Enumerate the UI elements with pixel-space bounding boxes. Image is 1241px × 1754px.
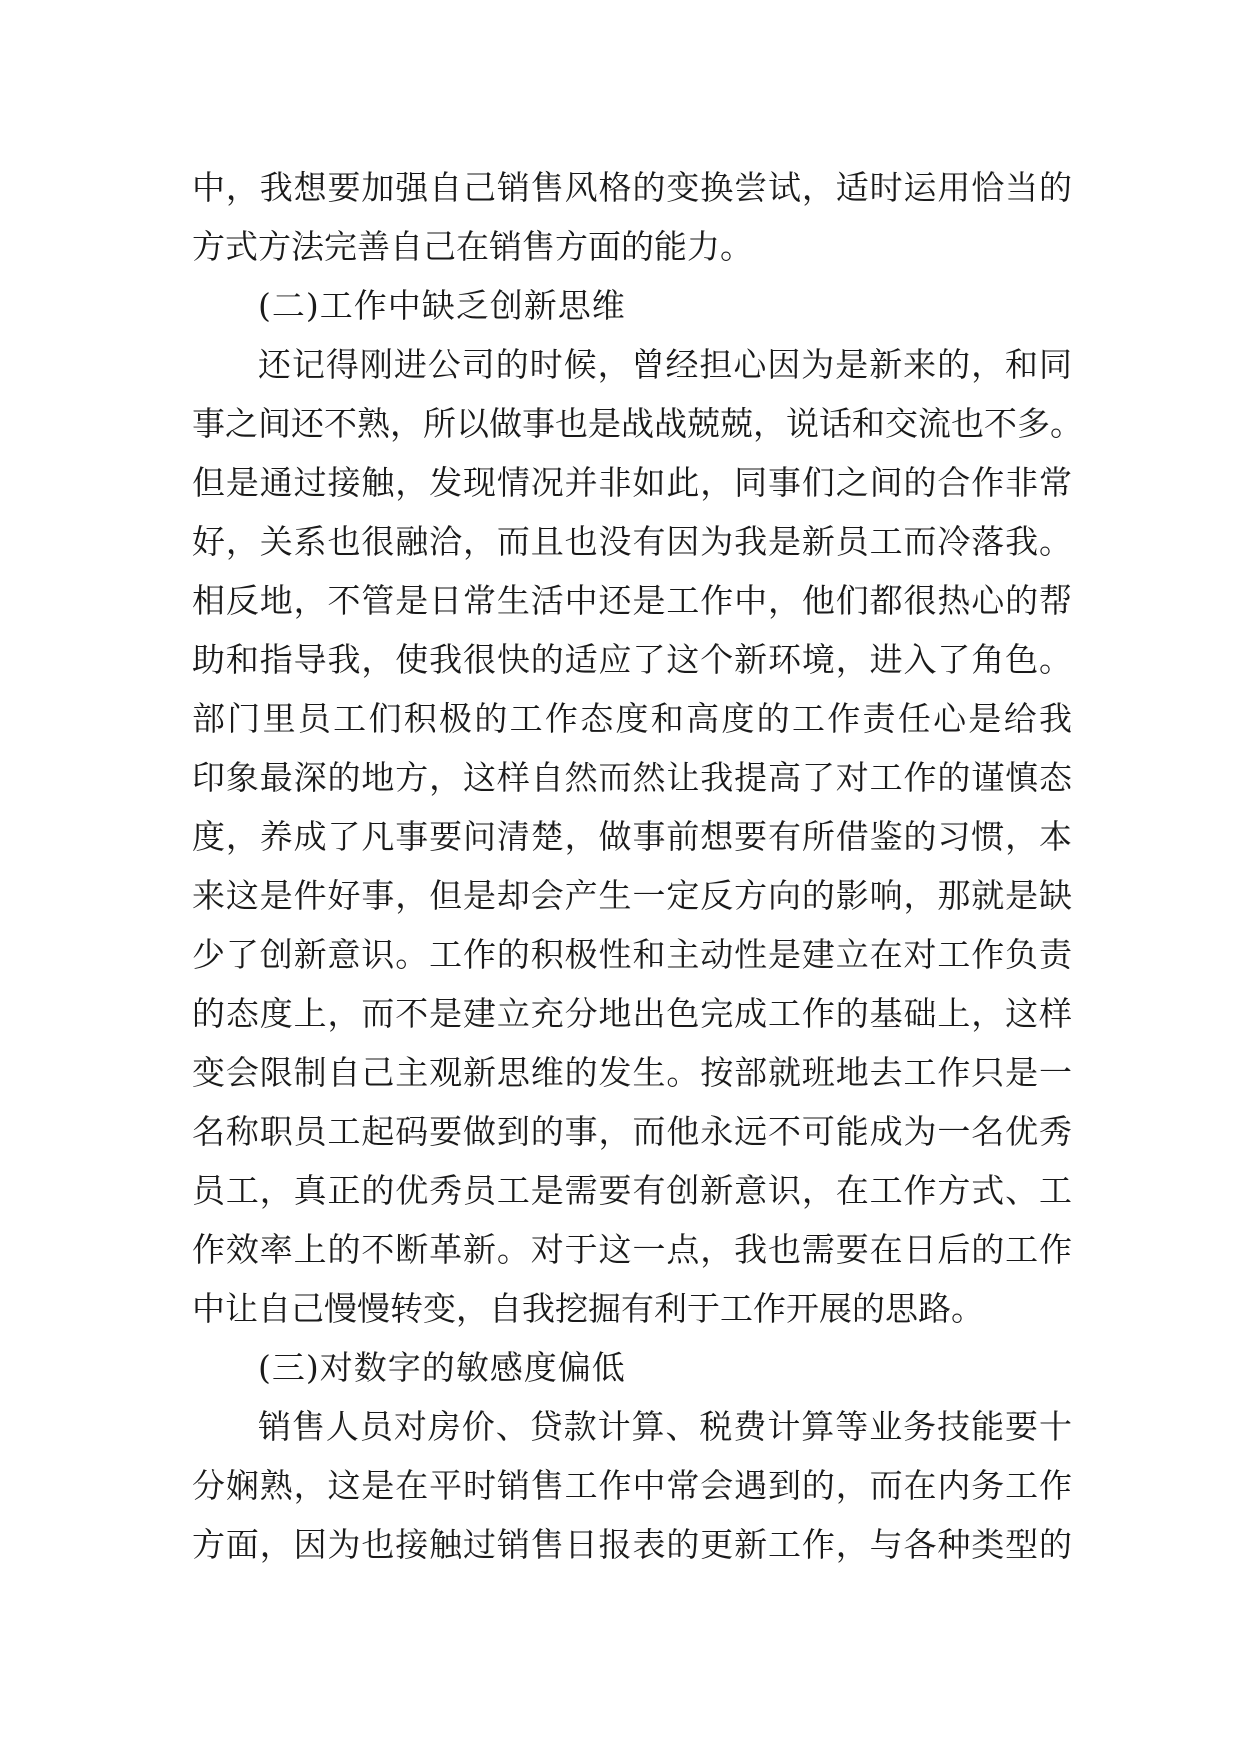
section-heading: (二)工作中缺乏创新思维 (258, 286, 626, 325)
text-line: 少了创新意识。工作的积极性和主动性是建立在对工作负责 (192, 935, 1072, 974)
text-line: 方面，因为也接触过销售日报表的更新工作，与各种类型的 (192, 1525, 1072, 1564)
text-line: 分娴熟，这是在平时销售工作中常会遇到的，而在内务工作 (192, 1466, 1072, 1505)
text-line: 印象最深的地方，这样自然而然让我提高了对工作的谨慎态 (192, 758, 1072, 797)
text-line: 度，养成了凡事要问清楚，做事前想要有所借鉴的习惯，本 (192, 817, 1072, 856)
text-line: 方式方法完善自己在销售方面的能力。 (192, 227, 753, 266)
text-line: 的态度上，而不是建立充分地出色完成工作的基础上，这样 (192, 994, 1072, 1033)
text-line: 中，我想要加强自己销售风格的变换尝试，适时运用恰当的 (192, 168, 1072, 207)
text-line: 销售人员对房价、贷款计算、税费计算等业务技能要十 (258, 1407, 1072, 1446)
text-line: 变会限制自己主观新思维的发生。按部就班地去工作只是一 (192, 1053, 1072, 1092)
body-text (192, 158, 1083, 1574)
text-line: 员工，真正的优秀员工是需要有创新意识，在工作方式、工 (192, 1171, 1072, 1210)
text-line: 中让自己慢慢转变，自我挖掘有利于工作开展的思路。 (192, 1289, 984, 1328)
text-line: 助和指导我，使我很快的适应了这个新环境，进入了角色。 (192, 640, 1072, 679)
text-line: 但是通过接触，发现情况并非如此，同事们之间的合作非常 (192, 463, 1072, 502)
text-line: 还记得刚进公司的时候，曾经担心因为是新来的，和同 (258, 345, 1072, 384)
text-line: 好，关系也很融洽，而且也没有因为我是新员工而冷落我。 (192, 522, 1072, 561)
text-line: 部门里员工们积极的工作态度和高度的工作责任心是给我 (192, 699, 1072, 738)
text-line: 作效率上的不断革新。对于这一点，我也需要在日后的工作 (192, 1230, 1072, 1269)
text-line: 事之间还不熟，所以做事也是战战兢兢，说话和交流也不多。 (192, 404, 1083, 443)
text-line: 相反地，不管是日常生活中还是工作中，他们都很热心的帮 (192, 581, 1072, 620)
text-line: 来这是件好事，但是却会产生一定反方向的影响，那就是缺 (192, 876, 1072, 915)
text-line: 名称职员工起码要做到的事，而他永远不可能成为一名优秀 (192, 1112, 1072, 1151)
section-heading: (三)对数字的敏感度偏低 (258, 1348, 626, 1387)
